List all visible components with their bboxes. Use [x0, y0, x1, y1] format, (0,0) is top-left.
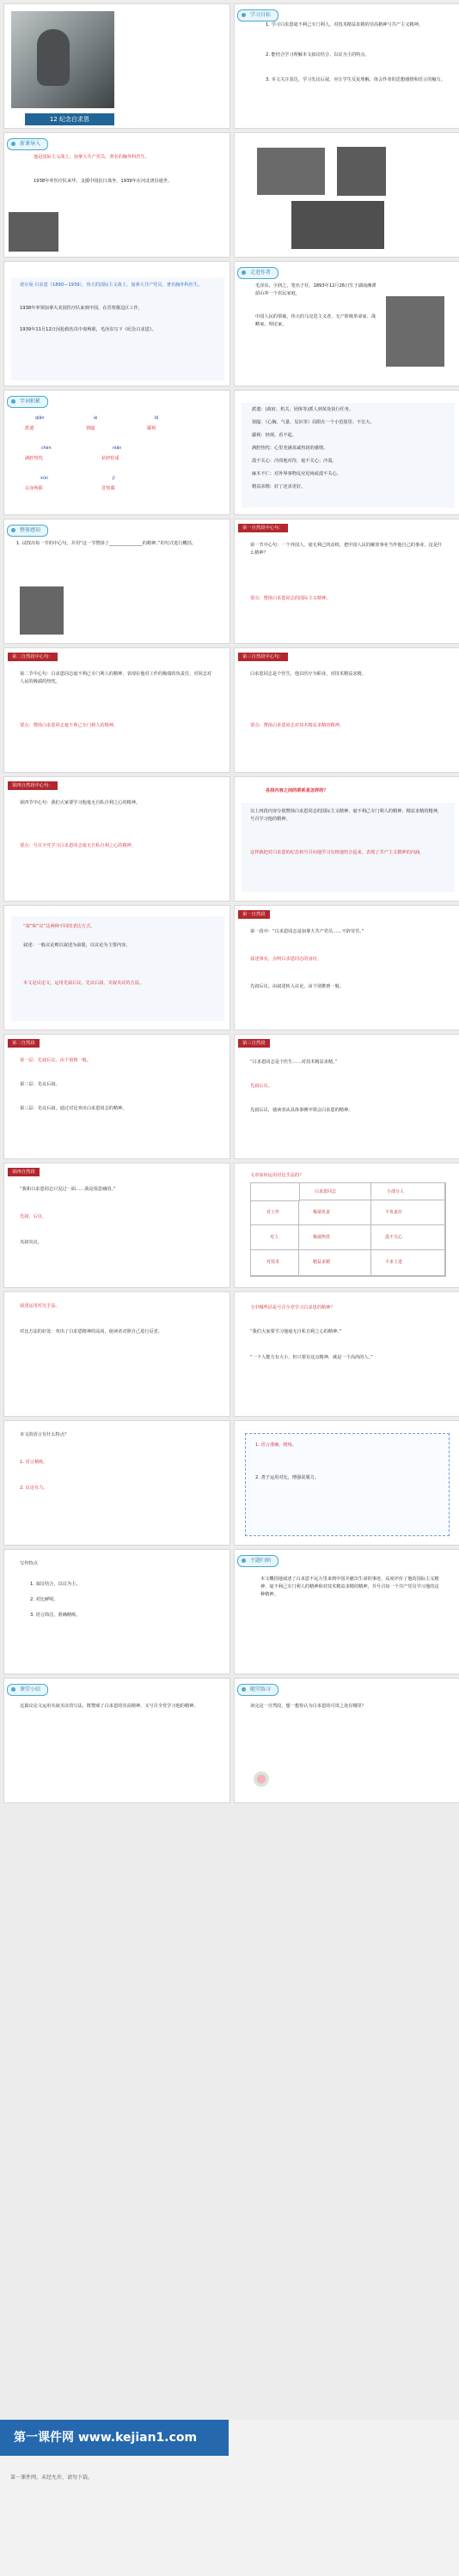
comparison-table — [250, 1182, 446, 1277]
sec10-right-1: 读完这一自然段，想一想你认为白求恩的可贵之处在哪里？ — [250, 1704, 366, 1709]
slide-sec8-left — [3, 1420, 230, 1546]
sec2-right-2: 要点：赞扬白求恩同志对技术精益求精的精神。 — [250, 723, 344, 728]
slide-sec3-right — [234, 776, 459, 902]
word-6: 以身殉职 — [25, 486, 43, 491]
about-line-1: 诺尔曼·白求恩（1890—1939），伟大的国际主义战士，加拿大共产党员，著名胸外科医生。 — [20, 283, 203, 288]
table-row-3-a: 精益求精 — [299, 1250, 371, 1276]
word-7: 晋察冀 — [101, 486, 115, 491]
photo-1 — [257, 148, 325, 195]
section-tag: 主题归纳 — [237, 1555, 278, 1567]
intro-line-1: 他是国际主义战士，加拿大共产党员，著名的胸外科医生。 — [34, 155, 150, 160]
definition-3: 鄙视：轻视，看不起。 — [252, 433, 297, 438]
slide-title: 12 纪念白求恩 — [25, 113, 114, 125]
table-row-2-b: 漠不关心 — [371, 1225, 445, 1250]
sec5-right-3: 先叙后议，使读者从具体事例中领会白求恩的精神。 — [250, 1108, 353, 1113]
sec3-right-2: 这样就把对白求恩的纪念和号召向他学习有机地结合起来，表现了共产主义精神的内涵。 — [250, 850, 425, 855]
sec5-left-2: 第二层：先议后叙。 — [20, 1082, 60, 1087]
photo-3 — [291, 201, 384, 249]
slide-about-bethune — [3, 261, 230, 386]
sec4-right-1: 第一段中：“白求恩同志是加拿大共产党员……不辞劳苦。” — [250, 929, 364, 934]
slide-tag: 第三自然段中心句： — [238, 653, 288, 661]
slide-perception-right — [234, 519, 459, 644]
slide-sec8-right — [234, 1420, 459, 1546]
sec6-left-3: 夹叙夹议。 — [20, 1240, 42, 1245]
sec4-left-1: “叙”和“议”这两种不同的表达方式。 — [23, 924, 95, 929]
slide-sec5-left — [3, 1034, 230, 1159]
slide-sec6-left — [3, 1163, 230, 1288]
slide-photos — [234, 132, 459, 258]
sec9-right-1: 本文概括地叙述了白求恩不远万里来到中国并献出生命的事迹，高度评价了他的国际主义精神、毫不利己专门利人的精神和对技术精益求精的精神，并号召每一个共产党员学习他的这种精神。 — [260, 1577, 439, 1597]
section-tag: 随堂练习 — [237, 1684, 278, 1696]
slide-intro — [3, 132, 230, 258]
table-row-3-b: 不求上进 — [371, 1250, 445, 1276]
slide-perception — [3, 519, 230, 644]
sec4-right-2: 叙述事实，点明白求恩同志的身份。 — [250, 957, 322, 962]
footer-brand[interactable]: 第一课件网 www.kejian1.com — [14, 2431, 198, 2445]
pinyin-3: bǐ — [155, 416, 159, 421]
sec9-left-1: 1. 叙议结合，以议为主。 — [30, 1582, 81, 1587]
section-tag: 学习目标 — [237, 9, 278, 21]
sec8-left-1: 本文的语言有什么特点？ — [20, 1432, 70, 1437]
sec9-left-3: 3. 语言简洁，准确精练。 — [30, 1613, 81, 1618]
footer-note: 第一课件网，未经允许，请勿下载。 — [10, 2475, 94, 2481]
table-head-3: 小部分人 — [371, 1183, 445, 1200]
sec3-left-1: 第四节中心句：我们大家要学习他毫无自私自利之心的精神。 — [20, 800, 141, 805]
sec2-right-1: 白求恩同志是个医生，他以医疗为职业，对技术精益求精。 — [250, 671, 366, 677]
definition-7: 精益求精：好了还求更好。 — [252, 484, 306, 489]
pinyin-6: xùn — [40, 477, 48, 481]
definition-4: 满腔热忱：心里充满真诚热切的感情。 — [252, 446, 328, 451]
author-line-1: 毛泽东，字润之，笔名子任。1893年12月26日生于湖南湘潭韶山冲一个农民家庭， — [255, 283, 376, 296]
author-line-2: 中国人民的领袖，伟大的马克思主义者，无产阶级革命家、战略家、理论家。 — [255, 314, 376, 327]
table-row-2-label: 对人 — [251, 1225, 299, 1250]
sec8-left-2: 1. 语言精练。 — [20, 1460, 48, 1465]
slide-vocab — [3, 390, 230, 515]
sec5-left-3: 第三层：先议后叙，通过对比突出白求恩同志的精神。 — [20, 1106, 127, 1111]
sec3-question: 各段内容之间的联系是怎样的？ — [266, 788, 328, 793]
sec2-left-1: 第二节中心句：白求恩同志毫不利己专门利人的精神，表现在他对工作的极端的负责任，对同志对人民的极端的热忱。 — [20, 671, 212, 684]
sec9-left-title: 写作特点 — [20, 1561, 38, 1566]
section-tag: 课堂小结 — [7, 1684, 48, 1696]
section-tag: 整体感知 — [7, 525, 48, 537]
slide-sec9-right — [234, 1549, 459, 1674]
sec4-left-3: 本文是议论文，运用先叙后议、先议后叙、夹叙夹议的方法。 — [23, 981, 144, 986]
sec6-table-title: 文章如何运用对比手法的？ — [250, 1173, 304, 1178]
slide-tag: 第二自然段 — [8, 1039, 40, 1048]
section-tag: 字词积累 — [7, 396, 48, 408]
objective-1: 1. 学习白求恩毫不利己专门利人，对技术精益求精的崇高精神与共产主义精神。 — [266, 22, 423, 27]
slide-tag: 第三自然段 — [238, 1039, 270, 1048]
slide-tag: 第四自然段 — [8, 1168, 40, 1176]
sec10-left-1: 这篇议论文运用夹叙夹议的写法，既赞颂了白求恩的崇高精神，又号召全党学习他的精神。 — [20, 1704, 199, 1709]
photo-2 — [337, 147, 386, 196]
slide-sec9-left — [3, 1549, 230, 1674]
slide-author — [234, 261, 459, 386]
sec8-right-2: 2. 善于运用对比，增强说服力。 — [255, 1475, 320, 1480]
slide-sec10-right — [234, 1678, 459, 1803]
slide-definitions — [234, 390, 459, 515]
slide-tag: 第二自然段中心句： — [8, 653, 58, 661]
section-tag: 走进作者 — [237, 267, 278, 279]
sec5-left-1: 第一层：先叙后议，由个别到一般。 — [20, 1058, 92, 1063]
sec9-left-2: 2. 对比鲜明。 — [30, 1597, 58, 1602]
table-row-2-a: 极端热忱 — [299, 1225, 371, 1250]
definition-1: 派遣：(政府、机关、团体等)派人到某处执行任务。 — [252, 407, 354, 412]
sec3-left-2: 要点：号召全党学习白求恩同志毫无自私自利之心的精神。 — [20, 843, 136, 848]
word-2: 狭隘 — [86, 426, 95, 431]
pinyin-5: niān — [113, 447, 122, 451]
pinyin-1: qiǎn — [35, 416, 45, 421]
sec4-panel — [11, 916, 224, 1021]
slide-sec3-left — [3, 776, 230, 902]
perception-photo — [20, 586, 64, 635]
sec4-left-2: 叙述：一般议论则以叙述为前提，以议论为主要内容。 — [23, 943, 131, 948]
cover-photo-figure — [37, 29, 70, 86]
footer — [0, 2420, 459, 2576]
sec6-left-1: “我和白求恩同志只见过一面……我是很悲痛的。” — [20, 1187, 116, 1192]
definition-5: 漠不关心：冷淡地对待，毫不关心；冷漠。 — [252, 459, 337, 464]
slide-sec10-left — [3, 1678, 230, 1803]
intro-line-2: 1938年率医疗队来华，支援中国抗日战争，1939年在河北唐县逝世。 — [34, 179, 173, 184]
section-tag: 新课导入 — [7, 138, 48, 150]
pinyin-4: chén — [41, 447, 52, 451]
word-5: 拈轻怕重 — [101, 456, 119, 461]
perception-right-2: 要点：赞扬白求恩同志的国际主义精神。 — [250, 596, 331, 601]
slide-sec4-left — [3, 905, 230, 1030]
slide-sec2-left — [3, 647, 230, 773]
about-line-2: 1938年率领加拿大美国医疗队来到中国，在晋察冀边区工作， — [20, 306, 143, 311]
author-photo — [386, 296, 444, 367]
sec2-left-2: 要点：赞扬白求恩同志毫不利己专门利人的精神。 — [20, 723, 119, 728]
table-row-3-label: 对技术 — [251, 1250, 299, 1276]
sec7-left-1: 叙述运用对比手法。 — [20, 1303, 60, 1309]
slide-tag: 第四自然段中心句： — [8, 781, 58, 790]
perception-question: 1. 试找出每一节的中心句，并用“这一节赞扬了_______________的精神。”的句式进行概括。 — [16, 541, 197, 546]
pinyin-2: ài — [94, 416, 98, 421]
table-head-2: 白求恩同志 — [299, 1183, 371, 1200]
word-4: 满腔热忱 — [25, 456, 43, 461]
footer-band — [0, 2420, 229, 2456]
sec4-right-3: 先叙后议。由叙述转入议论，由个别推到一般。 — [250, 984, 344, 989]
slide-sec5-right — [234, 1034, 459, 1159]
slide-tag: 第一自然段 — [238, 910, 270, 919]
objective-3: 3. 本文关注表达，学习先议后叙，应让学生反复理解，体会作者的思想感情和语言的魅力。 — [266, 77, 445, 82]
definition-2: 狭隘：（心胸、气量、见识等）局限在一个小范围里；不宏大。 — [252, 420, 375, 425]
slide-cover — [3, 3, 230, 129]
sec7-right-3: “一个人能力有大小，但只要有这点精神，就是一个高尚的人。” — [250, 1355, 373, 1360]
table-row-1-a: 极端负责 — [299, 1200, 371, 1225]
sec3-right-1: 以上四段内容分别赞扬白求恩同志的国际主义精神、毫不利己专门利人的精神、精益求精的精神，号召学习他的精神。 — [250, 809, 443, 822]
about-line-3: 1939年11月12日因抢救伤员中毒殉职，毛泽东写下《纪念白求恩》。 — [20, 327, 156, 332]
slide-sec6-right — [234, 1163, 459, 1288]
word-3: 鄙视 — [147, 426, 156, 431]
slide-sec7-right — [234, 1291, 459, 1417]
sec8-left-3: 2. 议论有力。 — [20, 1485, 48, 1491]
intro-photo — [9, 212, 58, 252]
perception-right-1: 第一节中心句：一个外国人，毫无利己的动机，把中国人民的解放事业当作他自己的事业，这是什么精神？ — [250, 543, 443, 556]
slide-sec2-right — [234, 647, 459, 773]
pinyin-7: jì — [113, 477, 115, 481]
sec6-left-2: 先叙，后议。 — [20, 1214, 47, 1219]
slide-objectives — [234, 3, 459, 129]
objective-2: 2. 能结合学习理解本文叙议结合、以议为主的特点。 — [266, 52, 370, 58]
word-1: 派遣 — [25, 426, 34, 431]
table-head-1 — [251, 1183, 300, 1201]
table-row-1-b: 不负责任 — [371, 1200, 445, 1225]
definition-6: 麻木不仁：对外界事物反应迟钝或漠不关心。 — [252, 471, 341, 477]
sec7-left-2: 对比方法的好处：突出了白求恩精神的高尚，使读者对照自己进行反省。 — [20, 1329, 163, 1334]
sec5-right-2: 先叙后议。 — [250, 1084, 272, 1089]
slide-sec4-right — [234, 905, 459, 1030]
sec7-right-1: 文中哪些话是号召全党学习白求恩的精神？ — [250, 1305, 335, 1310]
table-row-1-label: 对工作 — [251, 1200, 299, 1225]
sec7-right-2: “我们大家要学习他毫无自私自利之心的精神。” — [250, 1329, 342, 1334]
sec5-right-1: “白求恩同志是个医生……对技术精益求精。” — [250, 1060, 338, 1065]
flower-graphic — [254, 1771, 269, 1787]
slide-sec7-left — [3, 1291, 230, 1417]
slide-tag: 第一自然段中心句： — [238, 524, 288, 532]
sec8-right-1: 1. 语言准确、精炼。 — [255, 1443, 297, 1448]
